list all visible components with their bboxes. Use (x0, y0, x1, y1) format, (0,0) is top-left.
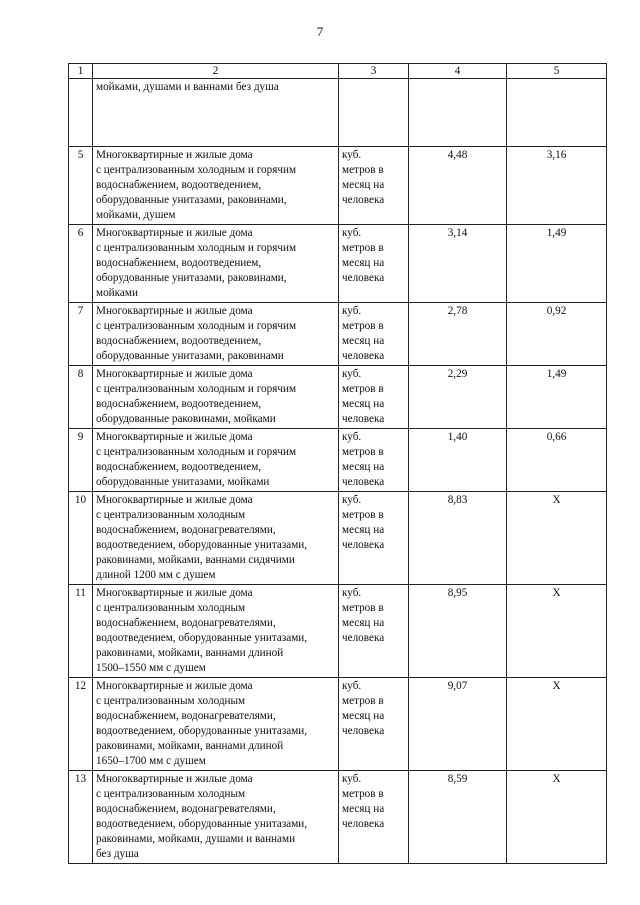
description-line: Многоквартирные и жилые дома (96, 149, 253, 161)
description-line: водоснабжением, водоотведением, (96, 398, 262, 410)
description-line: мойками (96, 287, 138, 299)
norm-value-col5: X (507, 585, 607, 678)
page-number: 7 (316, 24, 324, 39)
row-number: 11 (69, 585, 93, 678)
row-number: 5 (69, 147, 93, 225)
unit-line: человека (342, 413, 385, 425)
norm-value-col4: 2,78 (409, 303, 507, 366)
norm-value-col5: 3,16 (507, 147, 607, 225)
unit-of-measure (339, 492, 409, 585)
unit-line: метров в (342, 164, 384, 176)
consumption-norms-table (68, 63, 607, 864)
description-line: оборудованные унитазами, раковинами, (96, 194, 287, 206)
unit-line: человека (342, 725, 385, 737)
norm-value-col4 (409, 79, 507, 147)
unit-line: месяц на (342, 524, 385, 536)
table-row (69, 771, 607, 864)
norm-value-col5: 0,92 (507, 303, 607, 366)
table-row (69, 366, 607, 429)
unit-line: куб. (342, 368, 362, 380)
row-number: 8 (69, 366, 93, 429)
description-line: с централизованным холодным (96, 509, 246, 521)
description-line: водоснабжением, водонагревателями, (96, 617, 276, 629)
description-line: с централизованным холодным и горячим (96, 320, 297, 332)
housing-description (93, 678, 339, 771)
description-line: раковинами, мойками, ваннами длиной (96, 647, 284, 659)
row-number: 12 (69, 678, 93, 771)
description-line: с централизованным холодным (96, 695, 246, 707)
unit-line: человека (342, 350, 385, 362)
unit-line: месяц на (342, 617, 385, 629)
description-line: оборудованные унитазами, раковинами (96, 350, 284, 362)
unit-line: метров в (342, 242, 384, 254)
description-line: без душа (96, 848, 139, 860)
housing-description (93, 429, 339, 492)
unit-of-measure (339, 225, 409, 303)
table-row (69, 303, 607, 366)
description-line: с централизованным холодным и горячим (96, 242, 297, 254)
housing-description (93, 303, 339, 366)
norm-value-col5: X (507, 492, 607, 585)
description-line: раковинами, мойками, ваннами длиной (96, 740, 284, 752)
description-line: мойками, душами и ваннами без душа (96, 81, 279, 93)
unit-line: человека (342, 476, 385, 488)
description-line: длиной 1200 мм с душем (96, 569, 216, 581)
norm-value-col5: 1,49 (507, 225, 607, 303)
column-header-2: 2 (93, 64, 339, 79)
norm-value-col4: 8,95 (409, 585, 507, 678)
unit-line: месяц на (342, 710, 385, 722)
norm-value-col4: 1,40 (409, 429, 507, 492)
description-line: с централизованным холодным (96, 602, 246, 614)
description-line: водоснабжением, водонагревателями, (96, 710, 276, 722)
description-line: раковинами, мойками, душами и ваннами (96, 833, 296, 845)
norm-value-col5: 0,66 (507, 429, 607, 492)
description-line: водоотведением, оборудованные унитазами, (96, 539, 308, 551)
description-line: водоснабжением, водоотведением, (96, 179, 262, 191)
norm-value-col4: 3,14 (409, 225, 507, 303)
housing-description (93, 147, 339, 225)
unit-of-measure (339, 585, 409, 678)
unit-line: метров в (342, 446, 384, 458)
description-line: Многоквартирные и жилые дома (96, 431, 253, 443)
description-line: водоснабжением, водонагревателями, (96, 524, 276, 536)
housing-description (93, 771, 339, 864)
unit-line: человека (342, 632, 385, 644)
unit-of-measure (339, 79, 409, 147)
unit-line: метров в (342, 320, 384, 332)
norm-value-col4: 4,48 (409, 147, 507, 225)
unit-line: куб. (342, 680, 362, 692)
description-line: Многоквартирные и жилые дома (96, 587, 253, 599)
unit-line: месяц на (342, 335, 385, 347)
table-row (69, 429, 607, 492)
row-number: 6 (69, 225, 93, 303)
table-row (69, 585, 607, 678)
description-line: водоотведением, оборудованные унитазами, (96, 725, 308, 737)
norm-value-col4: 9,07 (409, 678, 507, 771)
unit-line: человека (342, 272, 385, 284)
table-row (69, 225, 607, 303)
column-header-4: 4 (409, 64, 507, 79)
table-row (69, 492, 607, 585)
norm-value-col5: 1,49 (507, 366, 607, 429)
column-header-1: 1 (69, 64, 93, 79)
norm-value-col4: 8,59 (409, 771, 507, 864)
description-line: с централизованным холодным и горячим (96, 164, 297, 176)
unit-line: куб. (342, 227, 362, 239)
description-line: Многоквартирные и жилые дома (96, 680, 253, 692)
unit-line: метров в (342, 509, 384, 521)
norm-value-col5: X (507, 771, 607, 864)
column-header-5: 5 (507, 64, 607, 79)
unit-line: метров в (342, 602, 384, 614)
row-number: 9 (69, 429, 93, 492)
unit-of-measure (339, 366, 409, 429)
description-line: оборудованные раковинами, мойками (96, 413, 276, 425)
norm-value-col4: 2,29 (409, 366, 507, 429)
description-line: мойками, душем (96, 209, 176, 221)
unit-line: месяц на (342, 803, 385, 815)
housing-description (93, 585, 339, 678)
unit-of-measure (339, 771, 409, 864)
unit-line: метров в (342, 788, 384, 800)
description-line: Многоквартирные и жилые дома (96, 773, 253, 785)
unit-line: метров в (342, 695, 384, 707)
description-line: с централизованным холодным (96, 788, 246, 800)
unit-line: куб. (342, 773, 362, 785)
unit-line: куб. (342, 149, 362, 161)
norm-value-col5: X (507, 678, 607, 771)
table-header-row (69, 64, 607, 79)
description-line: Многоквартирные и жилые дома (96, 494, 253, 506)
unit-line: человека (342, 194, 385, 206)
unit-line: метров в (342, 383, 384, 395)
description-line: водоснабжением, водоотведением, (96, 461, 262, 473)
description-line: водоотведением, оборудованные унитазами, (96, 632, 308, 644)
table-row (69, 79, 607, 147)
description-line: с централизованным холодным и горячим (96, 383, 297, 395)
unit-of-measure (339, 678, 409, 771)
housing-description (93, 79, 339, 147)
housing-description (93, 225, 339, 303)
unit-of-measure (339, 147, 409, 225)
unit-line: месяц на (342, 257, 385, 269)
housing-description (93, 492, 339, 585)
description-line: водоснабжением, водоотведением, (96, 335, 262, 347)
description-line: с централизованным холодным и горячим (96, 446, 297, 458)
norm-value-col5 (507, 79, 607, 147)
unit-line: месяц на (342, 179, 385, 191)
norm-value-col4: 8,83 (409, 492, 507, 585)
row-number: 10 (69, 492, 93, 585)
unit-line: куб. (342, 494, 362, 506)
unit-line: человека (342, 539, 385, 551)
description-line: 1650–1700 мм с душем (96, 755, 206, 767)
unit-line: куб. (342, 431, 362, 443)
housing-description (93, 366, 339, 429)
description-line: Многоквартирные и жилые дома (96, 368, 253, 380)
description-line: водоснабжением, водоотведением, (96, 257, 262, 269)
description-line: оборудованные унитазами, мойками (96, 476, 270, 488)
unit-of-measure (339, 429, 409, 492)
description-line: Многоквартирные и жилые дома (96, 305, 253, 317)
unit-line: куб. (342, 305, 362, 317)
description-line: водоотведением, оборудованные унитазами, (96, 818, 308, 830)
column-header-3: 3 (339, 64, 409, 79)
unit-line: месяц на (342, 398, 385, 410)
unit-of-measure (339, 303, 409, 366)
unit-line: куб. (342, 587, 362, 599)
table-row (69, 678, 607, 771)
unit-line: месяц на (342, 461, 385, 473)
row-number (69, 79, 93, 147)
row-number: 13 (69, 771, 93, 864)
row-number: 7 (69, 303, 93, 366)
description-line: 1500–1550 мм с душем (96, 662, 206, 674)
description-line: Многоквартирные и жилые дома (96, 227, 253, 239)
description-line: водоснабжением, водонагревателями, (96, 803, 276, 815)
table-row (69, 147, 607, 225)
description-line: раковинами, мойками, ваннами сидячими (96, 554, 295, 566)
unit-line: человека (342, 818, 385, 830)
description-line: оборудованные унитазами, раковинами, (96, 272, 287, 284)
